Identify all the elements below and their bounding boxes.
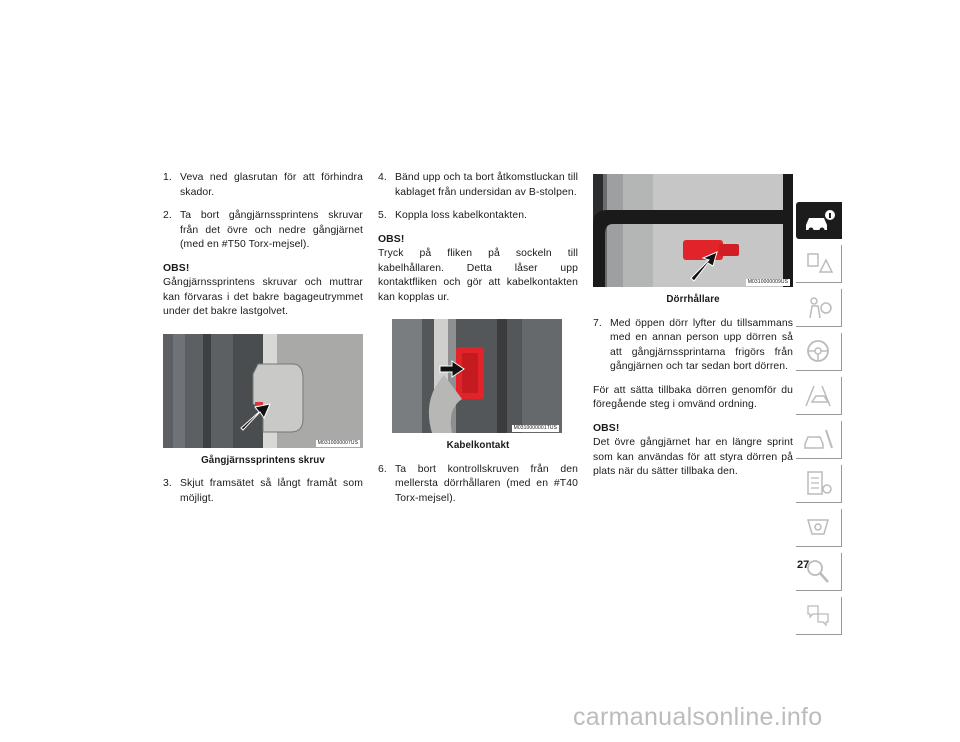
figure-code: M0310000007US <box>317 439 358 446</box>
step-text: Veva ned glasrutan för att förhindra skador. <box>180 172 363 198</box>
warning-lights-icon <box>802 248 836 278</box>
step-text: Med öppen dörr lyfter du tillsammans med en annan person upp dörren så att gångjärnssprintarna frigörs från gångjärnen och tar sedan bort dörren. <box>610 317 793 372</box>
step-number: 2. <box>163 210 172 221</box>
tab-airbag-safety[interactable] <box>796 289 842 327</box>
tab-driving[interactable] <box>796 377 842 415</box>
airbag-safety-icon <box>802 292 836 322</box>
door-holder-figure <box>593 174 793 287</box>
step-text: Skjut framsätet så långt framåt som möjligt. <box>180 478 363 504</box>
figure-caption: Dörrhållare <box>666 294 720 305</box>
step-text: Koppla loss kabelkontakten. <box>395 210 528 221</box>
tab-warning-lights[interactable] <box>796 245 842 283</box>
car-info-icon <box>802 205 836 235</box>
chapter-sidebar <box>796 202 842 641</box>
step-number: 5. <box>378 210 387 221</box>
step-number: 7. <box>593 317 602 329</box>
hinge-pin-figure <box>163 334 363 448</box>
watermark: carmanualsonline.info <box>573 703 823 731</box>
cable-connector-illustration <box>392 319 562 433</box>
note-title: OBS! <box>593 422 620 434</box>
maintenance-checklist-icon <box>802 468 836 498</box>
tab-car-info[interactable] <box>796 202 842 239</box>
step-text: Ta bort gångjärnssprintens skruvar från det övre och nedre gångjärnet (med en #T50 Torx-mejsel). <box>180 210 363 250</box>
note-block <box>163 262 363 320</box>
reinstall-text: För att sätta tillbaka dörren genomför du föregående steg i omvänd ordning. <box>593 384 793 410</box>
step-4 <box>378 171 578 200</box>
emergency-icon <box>802 512 836 542</box>
figure-caption: Gångjärnssprintens skruv <box>201 454 325 466</box>
tab-emergency[interactable] <box>796 509 842 547</box>
note-text: Det övre gångjärnet har en längre sprint som kan användas för att styra dörren på plats när du sätter tillbaka den. <box>593 437 793 477</box>
note-title: OBS! <box>163 262 190 274</box>
step-3 <box>163 477 363 506</box>
car-tools-icon <box>802 424 836 454</box>
column-1 <box>163 171 363 515</box>
tab-steering[interactable] <box>796 333 842 371</box>
step-5 <box>378 209 578 224</box>
door-holder-illustration <box>593 174 793 287</box>
step-number: 3. <box>163 478 172 489</box>
column-3 <box>593 174 793 489</box>
step-2 <box>163 209 363 253</box>
step-text: Ta bort kontrollskruven från den mellersta dörrhållaren (med en #T40 Torx-mejsel). <box>395 463 578 504</box>
driving-road-icon <box>802 380 836 410</box>
hinge-pin-illustration <box>163 334 363 448</box>
step-number: 4. <box>378 172 387 183</box>
figure-code: M0310000009US <box>747 279 788 285</box>
page-number: 27 <box>797 559 810 571</box>
figure-caption: Kabelkontakt <box>446 440 510 451</box>
step-text: Bänd upp och ta bort åtkomstluckan till kablaget från undersidan av B-stolpen. <box>395 172 578 198</box>
note-block <box>378 233 578 306</box>
note-text: Gångjärnssprintens skruvar och muttrar kan förvaras i det bakre bagageutrymmet under det bakre lastgolvet. <box>163 277 363 317</box>
tab-car-tools[interactable] <box>796 421 842 459</box>
tab-multilanguage[interactable] <box>796 597 842 635</box>
note-block <box>593 422 793 480</box>
tab-maintenance[interactable] <box>796 465 842 503</box>
column-2 <box>378 171 578 515</box>
step-6 <box>378 463 578 507</box>
steering-wheel-icon <box>802 336 836 366</box>
step-1 <box>163 171 363 200</box>
step-number: 1. <box>163 172 172 183</box>
multilanguage-icon <box>802 600 836 630</box>
note-text: Tryck på fliken på sockeln till kabelhållaren. Detta låser upp kontaktfliken och gör att kabelkontakten kan kopplas ur. <box>378 248 578 303</box>
figure-code: M0310000001TUS <box>513 425 557 431</box>
step-number: 6. <box>378 463 387 475</box>
cable-connector-figure <box>392 319 562 433</box>
step-7 <box>593 317 793 375</box>
note-title: OBS! <box>378 233 405 245</box>
